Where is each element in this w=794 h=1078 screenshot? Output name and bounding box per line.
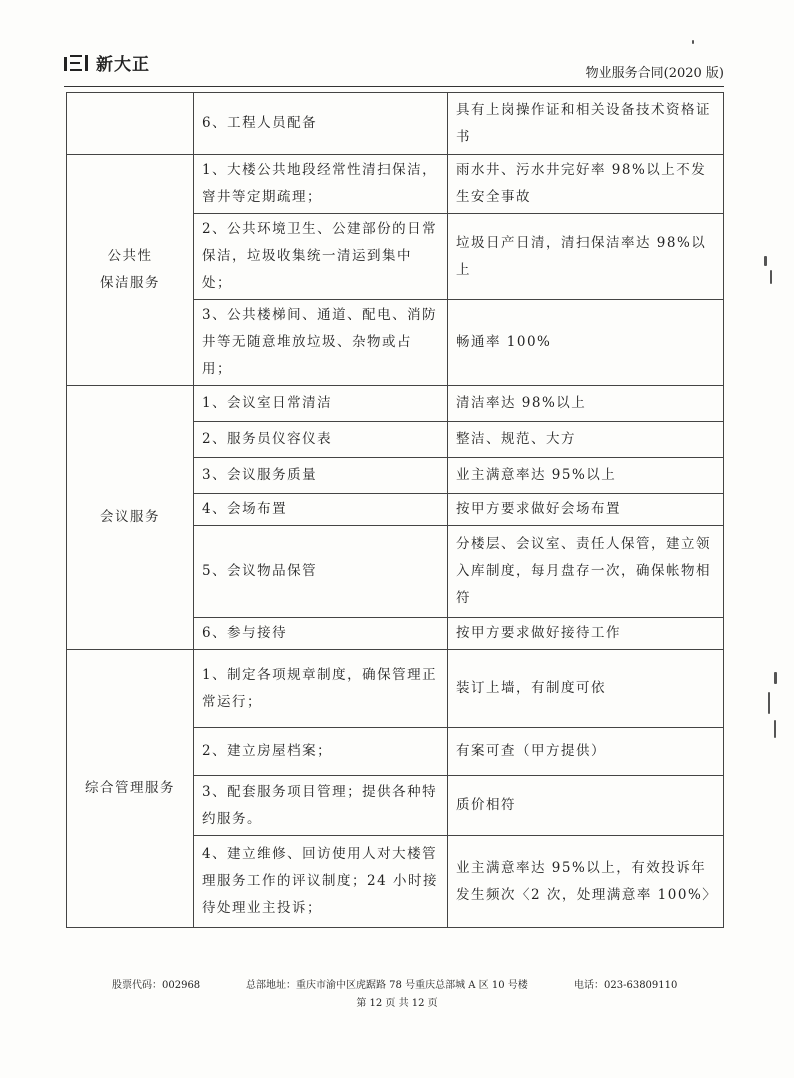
scan-mark — [692, 40, 694, 44]
standard-cell: 清洁率达 98%以上 — [448, 386, 724, 422]
category-cell — [67, 386, 194, 650]
service-item-cell: 3、会议服务质量 — [194, 458, 448, 494]
category-label: 综合管理服务 — [85, 780, 175, 796]
table-row — [67, 386, 724, 422]
standard-cell: 质价相符 — [448, 776, 724, 836]
logo-mark-icon — [64, 53, 90, 73]
service-item-cell: 2、建立房屋档案； — [194, 728, 448, 776]
service-item-cell: 4、建立维修、回访使用人对大楼管理服务工作的评议制度；24 小时接待处理业主投诉； — [194, 836, 448, 928]
service-item-cell: 2、公共环境卫生、公建部份的日常保洁，垃圾收集统一清运到集中处； — [194, 214, 448, 300]
scan-mark — [774, 720, 776, 738]
category-label: 会议服务 — [100, 509, 160, 525]
hq-address: 总部地址：重庆市渝中区虎踞路 78 号重庆总部城 A 区 10 号楼 — [246, 980, 528, 991]
standard-cell: 有案可查（甲方提供） — [448, 728, 724, 776]
category-cell — [67, 93, 194, 155]
service-item-cell: 2、服务员仪容仪表 — [194, 422, 448, 458]
company-logo — [64, 50, 150, 75]
standard-cell: 业主满意率达 95%以上，有效投诉年发生频次〈2 次，处理满意率 100%〉 — [448, 836, 724, 928]
category-cell — [67, 650, 194, 928]
service-item-cell: 3、公共楼梯间、通道、配电、消防井等无随意堆放垃圾、杂物或占用； — [194, 300, 448, 386]
standard-cell: 整洁、规范、大方 — [448, 422, 724, 458]
scan-mark — [774, 672, 777, 684]
logo-text: 新大正 — [96, 55, 150, 75]
table-row — [67, 155, 724, 214]
table-row — [67, 93, 724, 155]
service-standards-table — [66, 92, 724, 928]
service-item-cell: 6、工程人员配备 — [194, 93, 448, 155]
page-number: 第 12 页 共 12 页 — [356, 998, 438, 1009]
service-item-cell: 1、大楼公共地段经常性清扫保洁，窨井等定期疏理； — [194, 155, 448, 214]
standard-cell: 业主满意率达 95%以上 — [448, 458, 724, 494]
scan-mark — [770, 270, 772, 284]
standard-cell: 垃圾日产日清，清扫保洁率达 98%以上 — [448, 214, 724, 300]
standard-cell: 雨水井、污水井完好率 98%以上不发生安全事故 — [448, 155, 724, 214]
scan-mark — [764, 256, 767, 266]
standard-cell: 畅通率 100% — [448, 300, 724, 386]
page-header — [64, 50, 724, 84]
service-item-cell: 1、会议室日常清洁 — [194, 386, 448, 422]
standard-cell: 具有上岗操作证和相关设备技术资格证书 — [448, 93, 724, 155]
document-title: 物业服务合同(2020 版) — [585, 66, 724, 81]
category-label: 公共性 保洁服务 — [100, 248, 160, 291]
service-item-cell: 5、会议物品保管 — [194, 526, 448, 618]
category-cell — [67, 155, 194, 386]
table-row — [67, 650, 724, 728]
stock-code: 股票代码：002968 — [112, 980, 201, 991]
scan-mark — [768, 692, 770, 714]
standard-cell: 按甲方要求做好会场布置 — [448, 494, 724, 526]
standard-cell: 装订上墙，有制度可依 — [448, 650, 724, 728]
service-item-cell: 1、制定各项规章制度，确保管理正常运行； — [194, 650, 448, 728]
phone-number: 电话：023-63809110 — [574, 980, 678, 991]
standard-cell: 按甲方要求做好接待工作 — [448, 618, 724, 650]
service-item-cell: 3、配套服务项目管理；提供各种特约服务。 — [194, 776, 448, 836]
header-divider — [64, 86, 724, 87]
service-item-cell: 6、参与接待 — [194, 618, 448, 650]
standard-cell: 分楼层、会议室、责任人保管，建立领入库制度，每月盘存一次，确保帐物相符 — [448, 526, 724, 618]
service-item-cell: 4、会场布置 — [194, 494, 448, 526]
